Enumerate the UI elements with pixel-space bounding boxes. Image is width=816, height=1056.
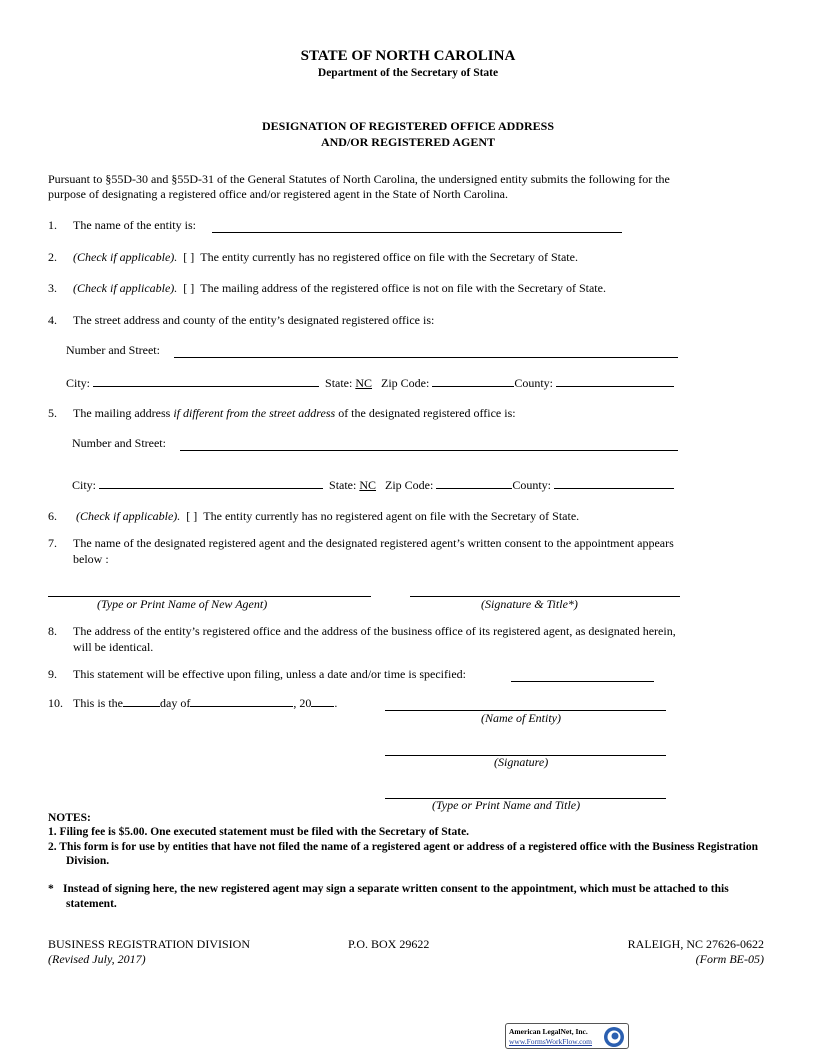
item-10-this-is-the: This is the [73, 696, 123, 710]
item-5-italic: if different from the street address [173, 406, 336, 420]
notes-heading: NOTES: [48, 812, 91, 824]
zip-field-2[interactable] [436, 477, 512, 489]
city-field-2[interactable] [99, 477, 323, 489]
year-field[interactable] [311, 695, 334, 707]
item-3-text: The mailing address of the registered office is not on file with the Secretary of State. [200, 281, 606, 295]
item-2-checkbox[interactable]: [ ] [183, 250, 195, 264]
item-3-check-note: (Check if applicable). [73, 281, 178, 295]
item-7-number: 7. [48, 536, 57, 550]
logo-swirl-icon [602, 1025, 626, 1049]
month-field[interactable] [190, 695, 293, 707]
print-name-title-caption: (Type or Print Name and Title) [432, 798, 581, 812]
form-title-line2: AND/OR REGISTERED AGENT [320, 135, 496, 149]
city-field-1[interactable] [93, 375, 319, 387]
item-9-number: 9. [48, 667, 57, 681]
logo-url[interactable]: www.FormsWorkFlow.com [509, 1037, 593, 1046]
signature-caption: (Signature) [494, 755, 549, 769]
footer-city: RALEIGH, NC 27626-0622 [627, 937, 764, 951]
note-1: 1. Filing fee is $5.00. One executed statement must be filed with the Secretary of State. [48, 826, 470, 838]
state-title: STATE OF NORTH CAROLINA [300, 48, 516, 64]
item-6-checkbox[interactable]: [ ] [186, 509, 198, 523]
street-label-2: Number and Street: [72, 436, 166, 450]
item-6 [48, 509, 579, 524]
item-2 [48, 250, 578, 265]
item-5 [48, 406, 516, 421]
city-row-1 [66, 375, 674, 391]
item-8-line1: The address of the entity’s registered office and the address of the business office of its registered agent, as designated herein, [73, 624, 676, 638]
city-label-1: City: [66, 376, 91, 390]
item-3-checkbox[interactable]: [ ] [183, 281, 195, 295]
department-title: Department of the Secretary of State [317, 67, 499, 79]
county-label-2: County: [512, 478, 552, 492]
county-field-1[interactable] [556, 375, 674, 387]
item-8-line2: will be identical. [73, 640, 154, 654]
item-5-post: of the designated registered office is: [335, 406, 516, 420]
item-1 [48, 218, 196, 233]
agent-name-caption: (Type or Print Name of New Agent) [97, 597, 268, 611]
state-value-1: NC [355, 376, 373, 390]
note-star-mark: * [48, 883, 54, 895]
footer-form-number: (Form BE-05) [695, 952, 764, 966]
item-2-text: The entity currently has no registered office on file with the Secretary of State. [200, 250, 578, 264]
footer-po-box: P.O. BOX 29622 [348, 937, 430, 951]
note-star-line2: statement. [66, 898, 117, 910]
item-10-day-of: day of [160, 696, 191, 710]
zip-field-1[interactable] [432, 375, 514, 387]
item-2-number: 2. [48, 250, 57, 264]
item-7-line2: below : [73, 552, 109, 566]
item-1-label: The name of the entity is: [73, 218, 196, 232]
item-8 [48, 624, 676, 639]
county-label-1: County: [514, 376, 554, 390]
item-4 [48, 313, 434, 328]
item-4-number: 4. [48, 313, 57, 327]
entity-name-caption: (Name of Entity) [481, 711, 561, 725]
item-3 [48, 281, 606, 296]
note-star-line1: Instead of signing here, the new registered agent may sign a separate written consent to the appointment, which must be attached to this [63, 883, 729, 895]
street-field-1[interactable] [174, 357, 678, 358]
footer-revised: (Revised July, 2017) [48, 952, 146, 966]
item-8-number: 8. [48, 624, 57, 638]
item-5-number: 5. [48, 406, 57, 420]
item-2-check-note: (Check if applicable). [73, 250, 178, 264]
intro-line2: purpose of designating a registered office and/or registered agent in the State of North Carolina. [48, 187, 508, 201]
item-7 [48, 536, 674, 551]
item-5-pre: The mailing address [73, 406, 174, 420]
item-6-text: The entity currently has no registered agent on file with the Secretary of State. [203, 509, 580, 523]
note-2-line2: Division. [66, 855, 110, 867]
forms-workflow-logo[interactable] [505, 1023, 629, 1049]
effective-date-field[interactable] [511, 681, 654, 682]
city-row-2 [72, 477, 674, 493]
item-6-check-note: (Check if applicable). [76, 509, 181, 523]
form-title-line1: DESIGNATION OF REGISTERED OFFICE ADDRESS [261, 119, 555, 133]
item-7-line1: The name of the designated registered agent and the designated registered agent’s written consent to the appointment appears [73, 536, 674, 550]
item-10-period: . [334, 696, 338, 710]
day-field[interactable] [123, 695, 160, 707]
footer-division: BUSINESS REGISTRATION DIVISION [48, 937, 251, 951]
item-9 [48, 667, 466, 682]
item-3-number: 3. [48, 281, 57, 295]
city-label-2: City: [72, 478, 97, 492]
state-label-2: State: [329, 478, 357, 492]
entity-name-field[interactable] [212, 232, 622, 233]
note-2-line1: 2. This form is for use by entities that have not filed the name of a registered agent or address of a registered office with the Business Registration [48, 841, 758, 853]
intro-line1: Pursuant to §55D-30 and §55D-31 of the General Statutes of North Carolina, the undersigned entity submits the following for the [48, 172, 670, 186]
item-6-number: 6. [48, 509, 57, 523]
item-1-number: 1. [48, 218, 57, 232]
item-4-text: The street address and county of the entity’s designated registered office is: [73, 313, 435, 327]
street-field-2[interactable] [180, 450, 678, 451]
item-9-text: This statement will be effective upon filing, unless a date and/or time is specified: [73, 667, 467, 681]
agent-signature-caption: (Signature & Title*) [481, 597, 578, 611]
item-10-year-prefix: , 20 [293, 696, 312, 710]
state-label-1: State: [325, 376, 353, 390]
zip-label-2: Zip Code: [385, 478, 434, 492]
zip-label-1: Zip Code: [381, 376, 430, 390]
street-label-1: Number and Street: [66, 343, 160, 357]
item-10-number: 10. [48, 696, 63, 710]
item-10 [48, 695, 337, 711]
logo-company: American LegalNet, Inc. [509, 1027, 588, 1036]
state-value-2: NC [359, 478, 377, 492]
county-field-2[interactable] [554, 477, 674, 489]
